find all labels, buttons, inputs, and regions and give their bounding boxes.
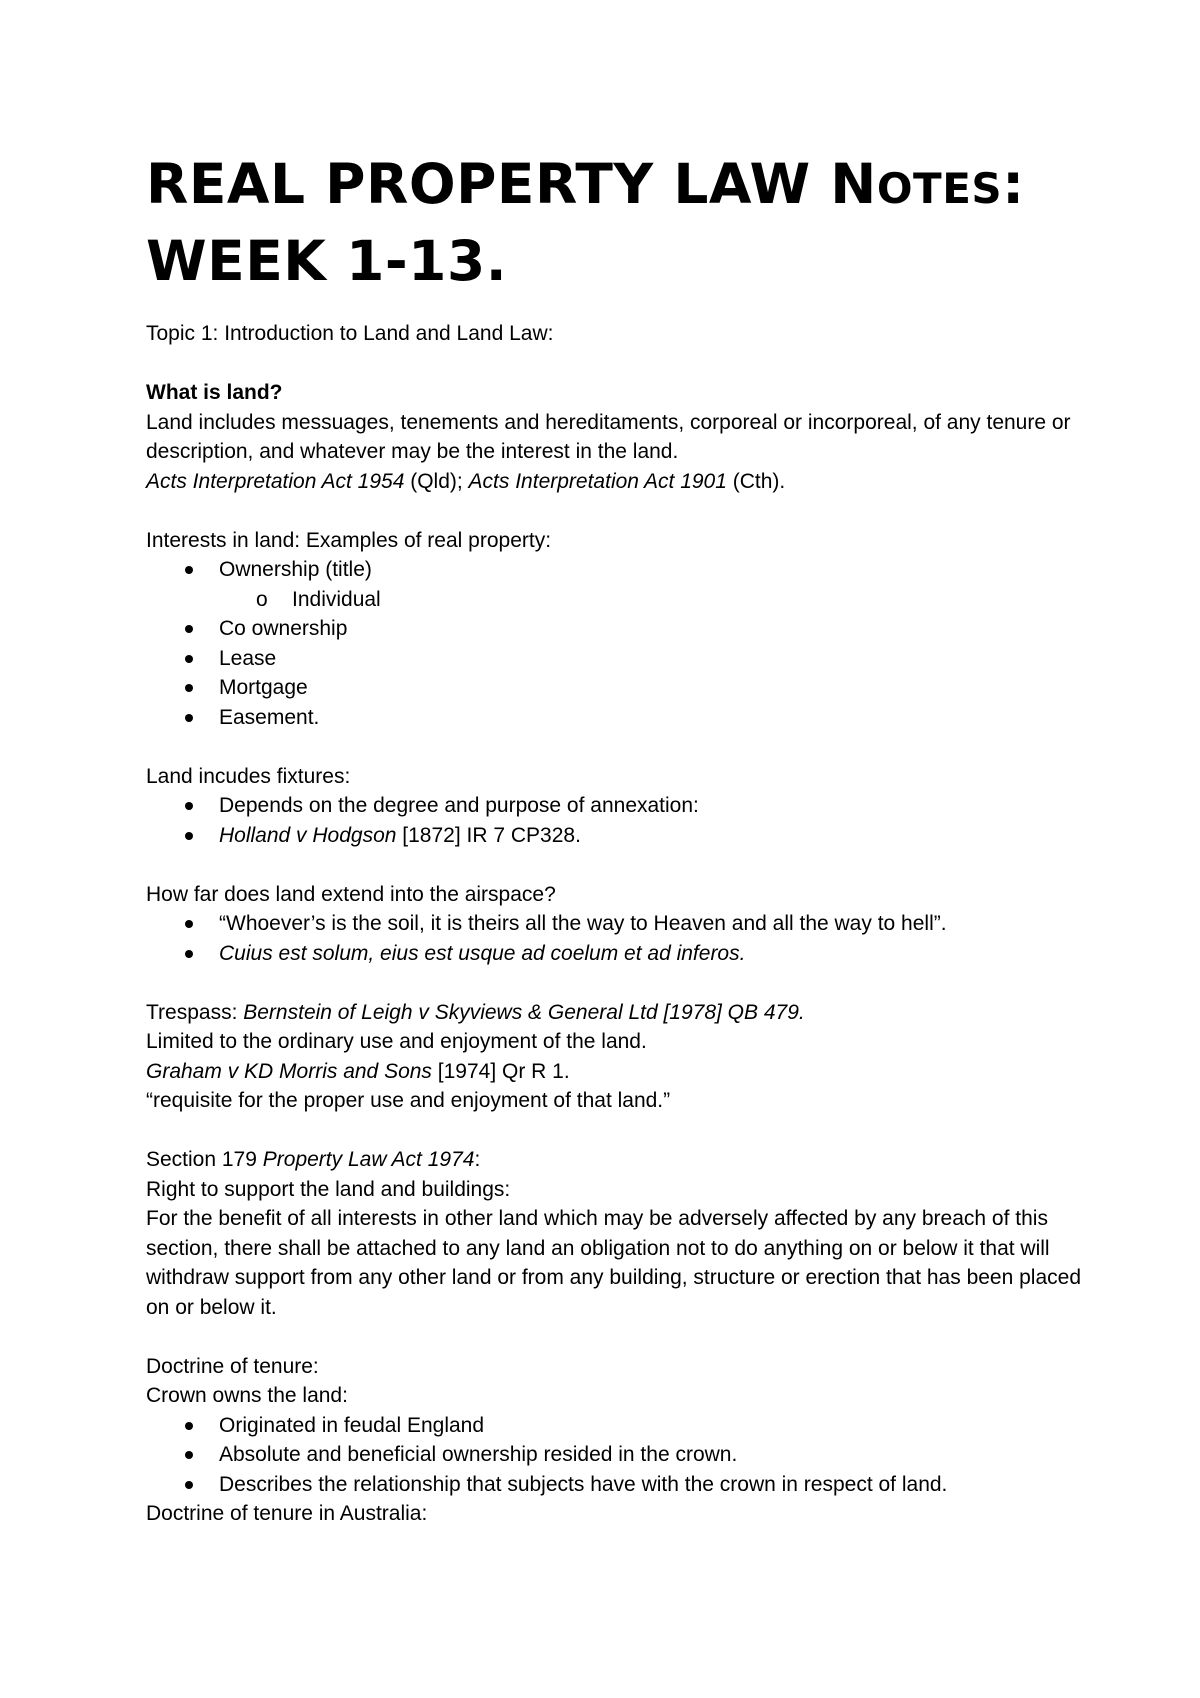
graham-case-line [146,1057,1086,1087]
list-item: Cuius est solum, eius est usque ad coelum et ad inferos. [146,939,1086,969]
title-week-range: WEEK 1-13. [146,229,508,293]
acts-citation [146,467,1086,497]
tenure-australia-heading: Doctrine of tenure in Australia: [146,1502,428,1525]
section-179-text: For the benefit of all interests in other land which may be adversely affected by any breach of this section, there shall be attached to any land an obligation not to do anything on or below it that will withdraw support from any other land or from any building, structure or erection that has been placed on or below it. [146,1207,1082,1319]
title-smallcaps: OTES [876,164,1003,213]
airspace-heading: How far does land extend into the airspace? [146,882,556,906]
trespass-quote: “requisite for the proper use and enjoyment of that land.” [146,1089,671,1112]
list-item: Lease [146,644,1086,674]
section-179-heading [146,1145,1086,1175]
fixtures-heading: Land incudes fixtures: [146,764,351,788]
list-item: Originated in feudal England [146,1411,1086,1441]
topic-heading: Topic 1: Introduction to Land and Land Law: [146,322,554,345]
list-item: Co ownership [146,614,1086,644]
list-item: “Whoever’s is the soil, it is theirs all the way to Heaven and all the way to hell”. [146,909,1086,939]
act-name: Property Law Act 1974 [262,1148,475,1171]
case-citation: [1974] Qr R 1. [431,1059,570,1083]
act-1954-jurisdiction: (Qld); [404,469,469,493]
trespass-line [146,998,1086,1028]
case-name: Graham v KD Morris and Sons [146,1059,432,1083]
act-1901: Acts Interpretation Act 1901 [468,469,727,493]
interests-heading: Interests in land: Examples of real property: [146,528,552,552]
act-1954: Acts Interpretation Act 1954 [146,469,405,493]
case-name: Holland v Hodgson [219,823,397,847]
tenure-subheading: Crown owns the land: [146,1384,348,1407]
list-item: Describes the relationship that subjects have with the crown in respect of land. [146,1470,1086,1500]
list-item: Mortgage [146,673,1086,703]
fixtures-list [146,791,1086,850]
list-item [146,821,1086,851]
trespass-limited: Limited to the ordinary use and enjoyment of the land. [146,1030,647,1053]
section-179-subheading: Right to support the land and buildings: [146,1177,511,1201]
airspace-list [146,909,1086,968]
document-body [146,148,1086,1529]
tenure-list [146,1411,1086,1500]
interests-list [146,555,1086,732]
list-item: Absolute and beneficial ownership resided in the crown. [146,1440,1086,1470]
section-colon: : [474,1148,481,1171]
title-colon: : [1002,152,1025,216]
section-label: Section 179 [146,1148,263,1171]
trespass-label: Trespass: [146,1000,244,1024]
case-name: Bernstein of Leigh v Skyviews & General Ltd [1978] QB 479. [243,1000,805,1024]
land-definition: Land includes messuages, tenements and hereditaments, corporeal or incorporeal, of any tenure or description, and whatever may be the interest in the land. [146,410,1071,463]
list-item: Depends on the degree and purpose of annexation: [146,791,1086,821]
case-citation: [1872] IR 7 CP328. [396,823,581,847]
act-1901-jurisdiction: (Cth). [726,469,786,493]
document-title [146,148,1086,297]
tenure-heading: Doctrine of tenure: [146,1354,319,1378]
list-item: Easement. [146,703,1086,733]
what-is-land-heading: What is land? [146,381,283,404]
title-main: REAL PROPERTY LAW N [146,152,877,216]
sub-list-item: o Individual [146,585,1086,615]
list-item: Ownership (title) [146,555,1086,585]
